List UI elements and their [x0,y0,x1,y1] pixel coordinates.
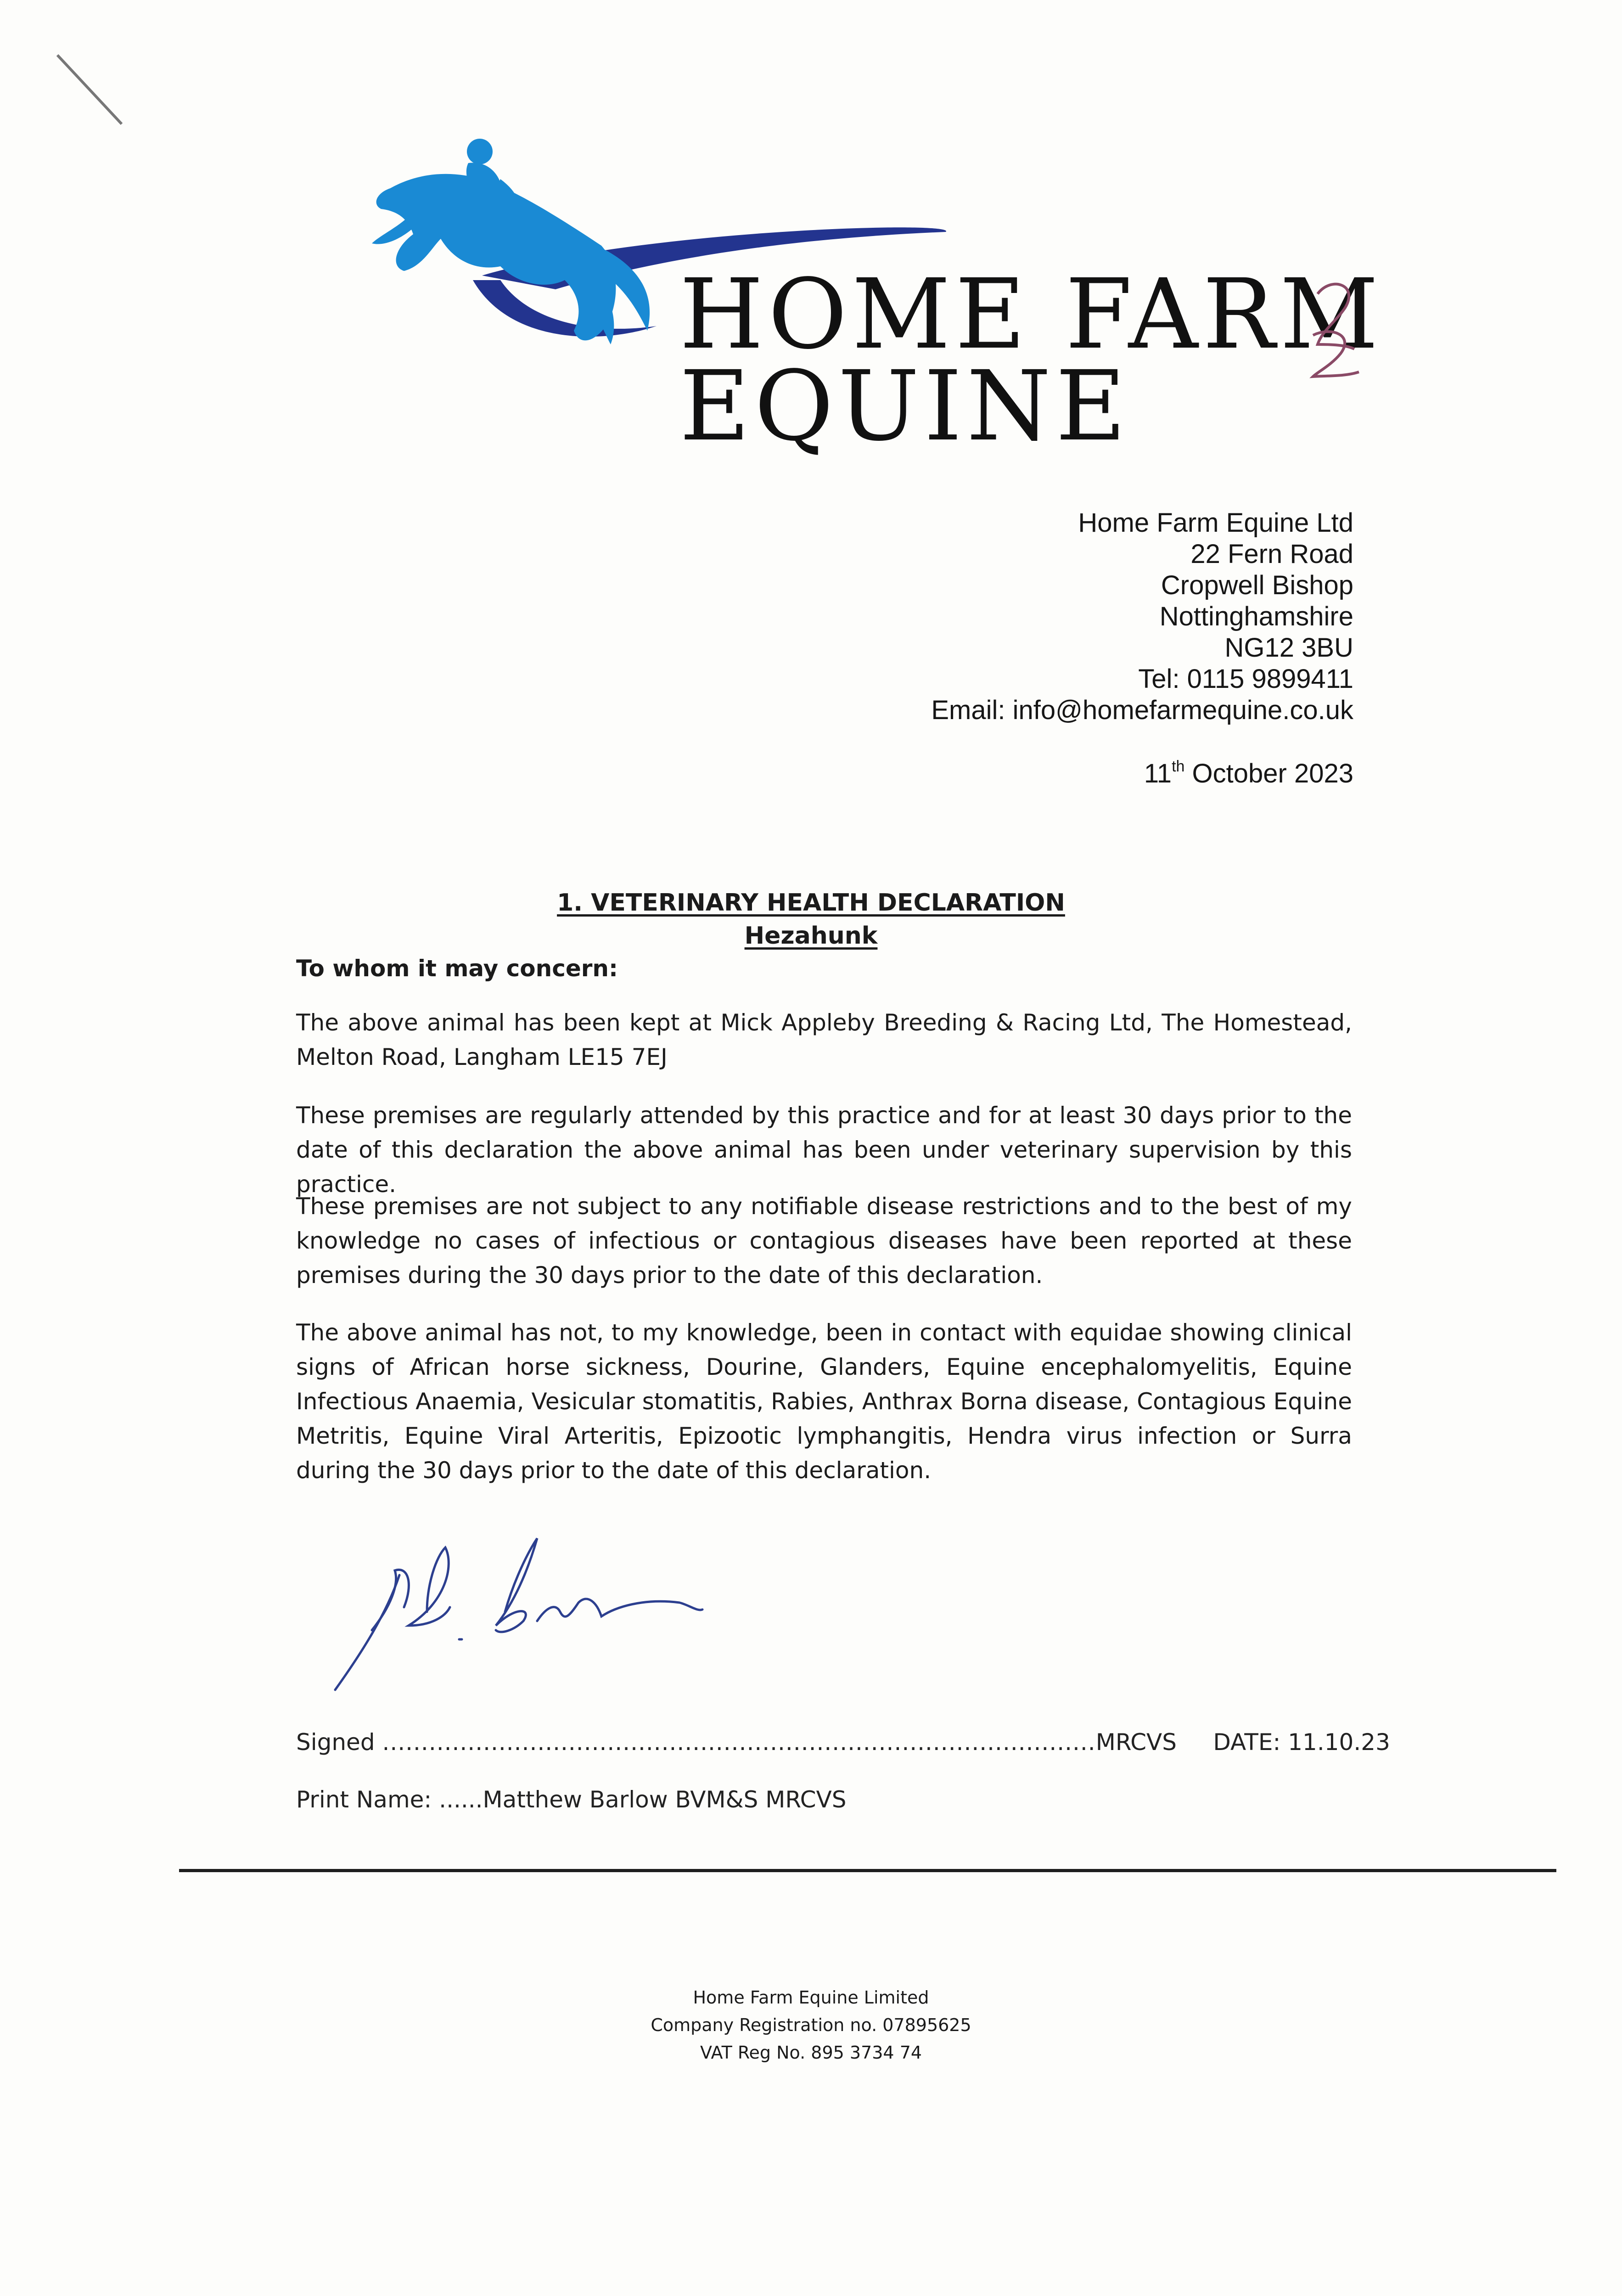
signed-date: DATE: 11.10.23 [1213,1729,1390,1756]
paragraph-premises: The above animal has been kept at Mick Appleby Breeding & Racing Ltd, The Homestead, Melton Road, Langham LE15 7EJ [296,1009,1352,1070]
footer-vat: VAT Reg No. 895 3734 74 [700,2043,922,2063]
print-dots: ...... [439,1786,483,1813]
company-logo [363,129,1405,462]
date-rest: October 2023 [1184,759,1353,788]
declaration-heading [0,886,1622,952]
address-postcode: NG12 3BU [1224,633,1353,663]
handwritten-annotation [1304,276,1368,381]
signed-dots: ............................................................................................ [382,1729,1096,1756]
print-label: Print Name: [296,1786,432,1813]
address-street: 22 Fern Road [1190,539,1353,569]
handwritten-signature [321,1529,735,1704]
heading-title: 1. VETERINARY HEALTH DECLARATION [557,889,1065,917]
salutation: To whom it may concern: [296,955,618,982]
print-name: Matthew Barlow BVM&S MRCVS [483,1786,847,1813]
footer-company: Home Farm Equine Limited [693,1987,929,2008]
address-town: Cropwell Bishop [1161,570,1353,600]
date-suffix: th [1172,758,1185,775]
sender-address [931,507,1353,726]
scan-mark-line [53,51,135,133]
logo-text-line1: HOME FARM [679,258,1383,371]
footer-registration: Company Registration no. 07895625 [651,2015,971,2035]
print-name-line [296,1786,847,1813]
paragraph-diseases: The above animal has not, to my knowledge, been in contact with equidae showing clinical signs of African horse sickness, Dourine, Glanders, Equine encephalomyelitis, Equine Infectious Anaemia, Vesicular stomatitis, Rabies, Anthrax Borna disease, Contagious Equine Metritis, Equine Viral Arteritis, Epizootic lymphangitis, Hendra virus infection or Surra during the 30 days prior to the date of this declaration. [296,1319,1352,1484]
address-tel: Tel: 0115 9899411 [1138,664,1353,694]
heading-subject: Hezahunk [744,922,878,950]
address-company: Home Farm Equine Ltd [1078,508,1353,538]
paragraph-restrictions: These premises are not subject to any notifiable disease restrictions and to the best of my knowledge no cases of infectious or contagious diseases have been reported at these premises during the 30 days prior to the date of this declaration. [296,1193,1352,1289]
signed-label: Signed [296,1729,375,1756]
address-county: Nottinghamshire [1159,602,1353,631]
letter-date [1144,758,1353,789]
footer-divider [179,1869,1556,1872]
qualification: MRCVS [1095,1729,1177,1756]
signed-line [296,1729,1390,1756]
date-day: 11 [1144,759,1172,788]
address-email[interactable]: Email: info@homefarmequine.co.uk [931,695,1353,725]
paragraph-supervision: These premises are regularly attended by this practice and for at least 30 days prior to the date of this declaration the above animal has been under veterinary supervision by this practice. [296,1102,1352,1198]
footer [0,1984,1622,2066]
logo-text-line2: EQUINE [679,350,1131,462]
